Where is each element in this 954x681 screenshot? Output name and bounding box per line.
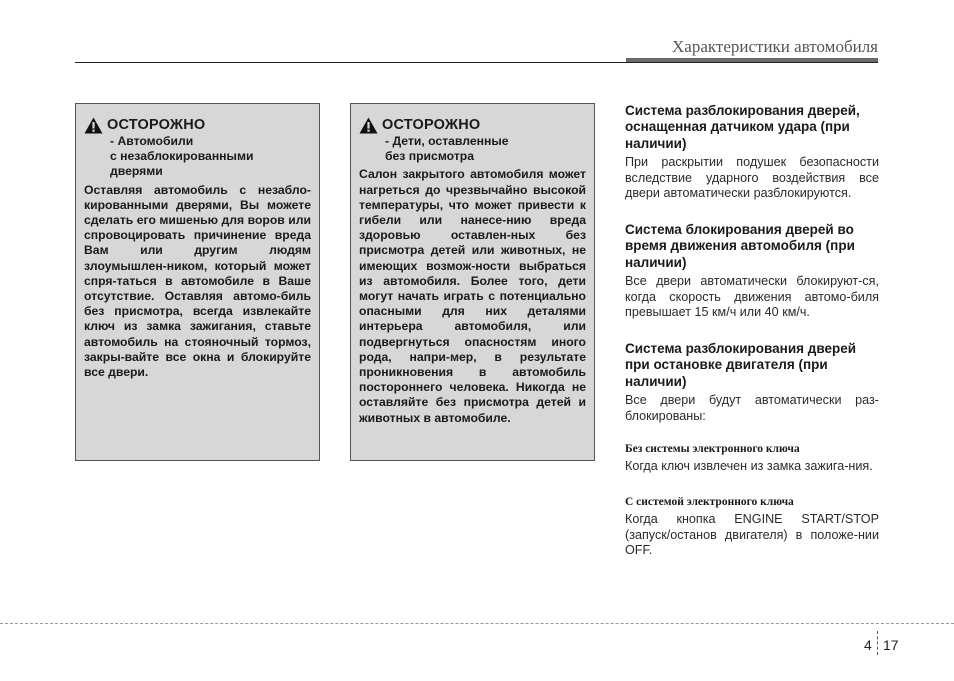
warning-heading-text: ОСТОРОЖНО	[382, 117, 481, 133]
right-column	[625, 103, 879, 559]
warning-body: Оставляя автомобиль с незабло-кированными дверями, Вы можете сделать его мишенью для воров или спровоцировать причинение вреда Вам или другим людям злоумышлен-ником, который может спря-таться в автомобиле в Ваше отсутствие. Оставляя автомо-биль без присмотра, всегда извлекайте ключ из замка зажигания, ставьте автомобиль на стояночный тормоз, закры-вайте все окна и блокируйте все двери.	[84, 182, 311, 380]
page-separator	[877, 631, 878, 655]
subsection-body: Когда ключ извлечен из замка зажига-ния.	[625, 459, 873, 474]
subsection-body: Когда кнопка ENGINE START/STOP (запуск/останов двигателя) в положе-нии OFF.	[625, 512, 879, 558]
warning-subtitle: - Дети, оставленные без присмотра	[385, 134, 509, 164]
warning-triangle-icon	[84, 117, 103, 134]
warning-heading	[84, 117, 311, 134]
section-impact-unlock	[625, 103, 879, 202]
header-rule	[75, 62, 878, 63]
warning-heading-text: ОСТОРОЖНО	[107, 117, 206, 133]
subsection-title: Без системы электронного ключа	[625, 443, 800, 456]
section-title: Система разблокирования дверей, оснащенная датчиком удара (при наличии)	[625, 103, 860, 151]
page-number: 17	[883, 637, 899, 653]
section-body: Все двери автоматически блокируют-ся, когда скорость движения автомо-биля превышает 15 км/ч или 40 км/ч.	[625, 274, 879, 320]
section-body: При раскрытии подушек безопасности вследствие ударного воздействия все двери автоматически разблокируются.	[625, 155, 879, 201]
warning-heading	[359, 117, 586, 134]
subsection-no-smart-key	[625, 442, 879, 475]
warning-box-unattended-children	[350, 103, 595, 461]
subsection-title: С системой электронного ключа	[625, 496, 794, 508]
section-body: Все двери будут автоматически раз-блокированы:	[625, 393, 879, 423]
section-speed-lock	[625, 222, 879, 321]
footer-divider	[0, 623, 954, 624]
page-chapter: 4	[864, 637, 872, 653]
warning-subtitle: - Автомобили с незаблокированными дверями	[110, 134, 254, 179]
warning-triangle-icon	[359, 117, 378, 134]
subsection-smart-key	[625, 495, 879, 559]
section-title: Система блокирования дверей во время движения автомобиля (при наличии)	[625, 222, 855, 270]
warning-box-unlocked-doors	[75, 103, 320, 461]
section-title: Система разблокирования дверей при остановке двигателя (при наличии)	[625, 341, 857, 389]
header-title: Характеристики автомобиля	[672, 37, 878, 56]
warning-body: Салон закрытого автомобиля может нагреться до чрезвычайно высокой температуры, что может привести к гибели или нанесе-нию вреда здоровью оставлен-ных без присмотра детей или животных, не имеющих возмож-ности выбраться из автомобиля. Более того, дети могут начать играть с потенциально опасными для них деталями интерьера автомобиля, или подвергнуться опасностям иного рода, напри-мер, в результате проникновения в автомобиль постороннего человека. Никогда не оставляйте без присмотра детей и животных в автомобиле.	[359, 167, 586, 425]
section-engine-stop-unlock	[625, 341, 879, 424]
